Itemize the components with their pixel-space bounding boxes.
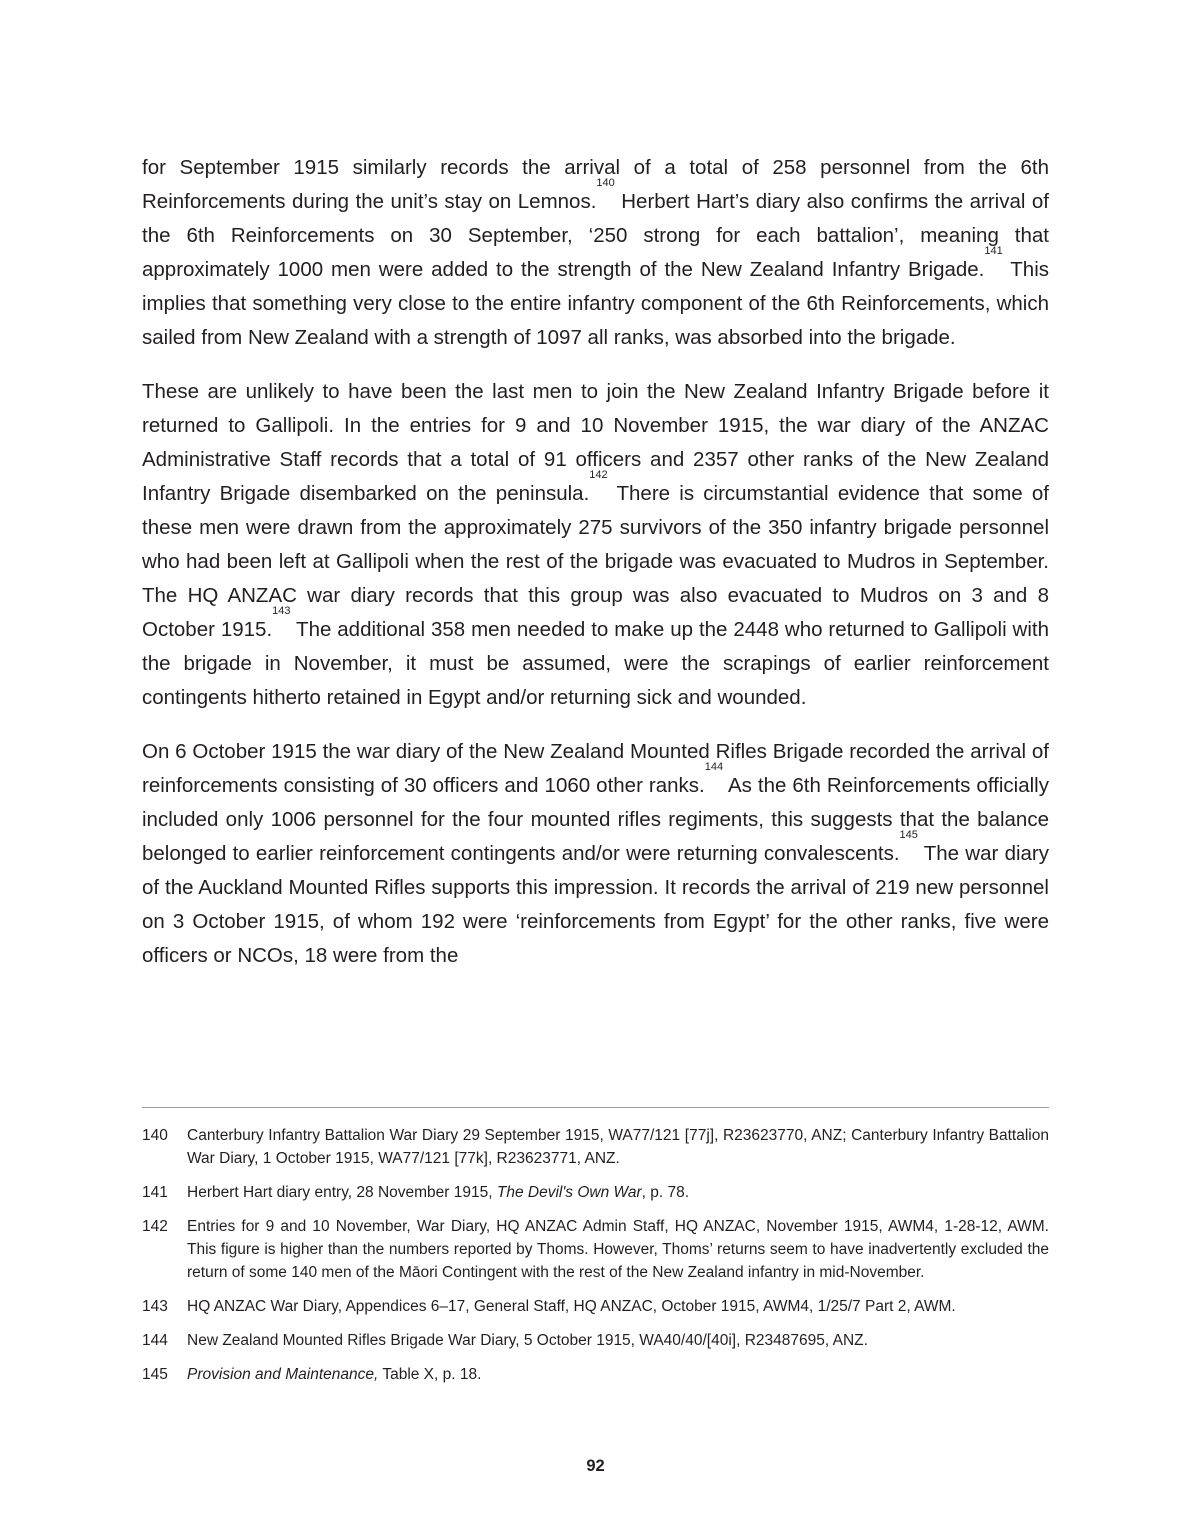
paragraph-2-text-b: There is circumstantial evidence that some of these men were drawn from the approximately 275 survivors of the 350 infantry brigade personnel who had been left at Gallipoli when the rest of the brigade was evacuated to Mudros in September. The HQ ANZAC war diary records that this group was also evacuated to Mudros on 3 and 8 October 1915. — [142, 482, 1049, 641]
footnote-text: New Zealand Mounted Rifles Brigade War Diary, 5 October 1915, WA40/40/[40i], R23487695, ANZ. — [187, 1332, 868, 1349]
paragraph-3 — [142, 735, 1049, 973]
footnote-divider — [142, 1107, 1049, 1108]
footnote-text — [187, 1363, 1049, 1386]
footnote-number: 145 — [142, 1366, 168, 1383]
footnote-text: Entries for 9 and 10 November, War Diary, HQ ANZAC Admin Staff, HQ ANZAC, November 1915, AWM4, 1-28-12, AWM. This figure is higher than the numbers reported by Thoms. However, Thoms’ returns seem to have inadvertently excluded the return of some 140 men of the Māori Contingent with the rest of the New Zealand infantry in mid-November. — [187, 1218, 1049, 1281]
footnote-ref-145[interactable]: 145 — [899, 829, 918, 841]
paragraph-2-text-a: These are unlikely to have been the last men to join the New Zealand Infantry Brigade before it returned to Gallipoli. In the entries for 9 and 10 November 1915, the war diary of the ANZAC Administrative Staff records that a total of 91 officers and 2357 other ranks of the New Zealand Infantry Brigade disembarked on the peninsula. — [142, 380, 1049, 505]
footnote-140 — [142, 1124, 1049, 1170]
paragraph-2 — [142, 375, 1049, 715]
footnote-ref-142[interactable]: 142 — [589, 469, 608, 481]
footnote-number: 142 — [142, 1218, 168, 1235]
paragraph-1-text-b: Herbert Hart’s diary also confirms the arrival of the 6th Reinforcements on 30 September, ‘250 strong for each battalion’, meaning that approximately 1000 men were added to the strength of the New Zealand Infantry Brigade. — [142, 190, 1049, 281]
paragraph-3-text-c: The war diary of the Auckland Mounted Rifles supports this impression. It records the arrival of 219 new personnel on 3 October 1915, of whom 192 were ‘reinforcements from Egypt’ for the other ranks, five were officers or NCOs, 18 were from the — [142, 842, 1049, 967]
footnote-145 — [142, 1363, 1049, 1386]
footnote-142 — [142, 1215, 1049, 1284]
footnote-text — [187, 1181, 1049, 1204]
paragraph-3-text-a: On 6 October 1915 the war diary of the New Zealand Mounted Rifles Brigade recorded the arrival of reinforcements consisting of 30 officers and 1060 other ranks. — [142, 740, 1049, 797]
footnotes — [142, 1124, 1049, 1397]
body-text — [142, 151, 1049, 993]
footnote-143 — [142, 1295, 1049, 1318]
paragraph-1-text-a: for September 1915 similarly records the arrival of a total of 258 personnel from the 6th Reinforcements during the unit’s stay on Lemnos. — [142, 156, 1049, 213]
footnote-ref-144[interactable]: 144 — [704, 761, 724, 773]
paragraph-3-text-b: As the 6th Reinforcements officially included only 1006 personnel for the four mounted rifles regiments, this suggests that the balance belonged to earlier reinforcement contingents and/or were returning convalescents. — [142, 774, 1049, 865]
footnote-text-pre: Herbert Hart diary entry, 28 November 1915, — [187, 1184, 497, 1201]
footnote-text: HQ ANZAC War Diary, Appendices 6–17, General Staff, HQ ANZAC, October 1915, AWM4, 1/25/7 Part 2, AWM. — [187, 1298, 956, 1315]
footnote-text-post: Table X, p. 18. — [378, 1366, 482, 1383]
footnote-ref-141[interactable]: 141 — [984, 245, 1003, 257]
footnote-number: 141 — [142, 1184, 168, 1201]
footnote-ref-140[interactable]: 140 — [596, 177, 615, 189]
paragraph-2-text-c: The additional 358 men needed to make up the 2448 who returned to Gallipoli with the brigade in November, it must be assumed, were the scrapings of earlier reinforcement contingents hitherto retained in Egypt and/or returning sick and wounded. — [142, 618, 1049, 709]
footnote-number: 140 — [142, 1127, 168, 1144]
footnote-141 — [142, 1181, 1049, 1204]
footnote-number: 143 — [142, 1298, 168, 1315]
footnote-text-post: , p. 78. — [641, 1184, 690, 1201]
footnote-title-italic: The Devil's Own War — [496, 1184, 642, 1201]
footnote-144 — [142, 1329, 1049, 1352]
footnote-ref-143[interactable]: 143 — [272, 605, 291, 617]
footnote-title-italic: Provision and Maintenance, — [187, 1366, 379, 1383]
paragraph-1-text-c: This implies that something very close to the entire infantry component of the 6th Reinforcements, which sailed from New Zealand with a strength of 1097 all ranks, was absorbed into the brigade. — [142, 258, 1049, 349]
footnote-number: 144 — [142, 1332, 168, 1349]
page-number: 92 — [586, 1457, 605, 1475]
footnote-text: Canterbury Infantry Battalion War Diary 29 September 1915, WA77/121 [77j], R23623770, ANZ; Canterbury Infantry Battalion War Diary, 1 October 1915, WA77/121 [77k], R23623771, ANZ. — [187, 1127, 1049, 1167]
paragraph-1 — [142, 151, 1049, 355]
